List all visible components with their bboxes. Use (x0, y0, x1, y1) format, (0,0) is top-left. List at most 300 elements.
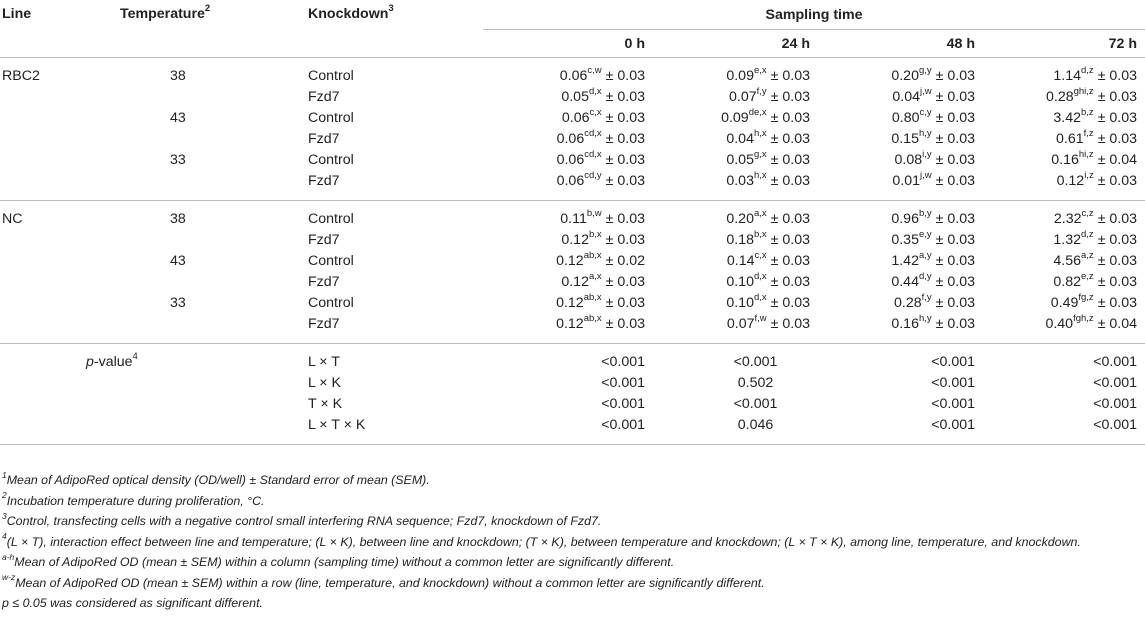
footnote-marker: 4 (2, 531, 7, 542)
significance-letters: b,x (753, 229, 767, 241)
footnote (2, 491, 1142, 512)
sem-value: ± 0.03 (770, 173, 810, 189)
significance-letters: d,z (1081, 65, 1094, 77)
temperature-cell: 38 (170, 68, 186, 84)
significance-letters: d,z (1081, 229, 1094, 241)
sem-value: ± 0.03 (935, 131, 975, 147)
value-cell (983, 58, 1145, 88)
sem-value: ± 0.03 (935, 152, 975, 168)
mean-value: 0.12 (556, 253, 584, 269)
value-cell (983, 87, 1145, 108)
temperature-cell (120, 230, 308, 251)
pvalue-label-cell (0, 415, 308, 445)
mean-value: 0.01 (892, 173, 921, 189)
value-cell (483, 293, 653, 314)
pvalue-cell: <0.001 (601, 417, 645, 433)
value-cell (983, 314, 1145, 344)
significance-letters: ab,x (583, 313, 602, 325)
header-time-48h: 48 h (946, 35, 975, 52)
table-row (0, 58, 1145, 88)
mean-value: 0.40 (1045, 316, 1074, 332)
table-row (0, 230, 1145, 251)
value-cell (483, 314, 653, 344)
significance-letters: a,x (588, 271, 602, 283)
significance-letters: c,x (754, 250, 767, 262)
mean-value: 0.35 (891, 232, 919, 248)
sem-value: ± 0.03 (605, 110, 645, 126)
mean-value: 0.96 (891, 211, 919, 227)
sem-value: ± 0.03 (605, 173, 645, 189)
sem-value: ± 0.03 (770, 295, 810, 311)
pvalue-cell: <0.001 (931, 396, 975, 412)
pvalue-section (0, 344, 1145, 445)
pvalue-cell: <0.001 (601, 375, 645, 391)
pvalue-cell: <0.001 (601, 396, 645, 412)
knockdown-cell: Fzd7 (308, 89, 340, 105)
table-row (0, 87, 1145, 108)
table-header (0, 0, 1145, 58)
header-temperature: Temperature$^2$ (120, 3, 211, 22)
value-cell (653, 314, 818, 344)
pvalue-label-text: -value (93, 354, 133, 370)
significance-letters: b,w (586, 208, 602, 220)
knockdown-cell: Fzd7 (308, 274, 340, 290)
value-cell (983, 230, 1145, 251)
interaction-term: L × T (308, 354, 340, 370)
mean-value: 0.04 (892, 89, 921, 105)
significance-letters: e,z (1081, 271, 1094, 283)
footnote (2, 511, 1142, 532)
value-cell (983, 251, 1145, 272)
mean-value: 0.04 (726, 131, 754, 147)
significance-letters: j,w (920, 86, 932, 98)
significance-letters: d,y (918, 271, 932, 283)
line-cell (0, 171, 120, 201)
knockdown-cell: Control (308, 295, 354, 311)
temperature-cell (120, 171, 308, 201)
value-cell (818, 251, 983, 272)
sem-value: ± 0.03 (605, 131, 645, 147)
line-cell (0, 314, 120, 344)
value-cell (818, 314, 983, 344)
header-line: Line (2, 6, 32, 22)
mean-value: 0.49 (1050, 295, 1079, 311)
sem-value: ± 0.03 (1097, 274, 1138, 290)
pvalue-cell: <0.001 (1093, 417, 1138, 433)
pvalue-row (0, 394, 1145, 415)
significance-letters: a,x (753, 208, 767, 220)
temperature-cell: 43 (170, 253, 186, 269)
mean-value: 0.10 (726, 295, 754, 311)
mean-value: 0.12 (561, 232, 589, 248)
sem-value: ± 0.02 (605, 253, 645, 269)
temperature-cell: 33 (170, 295, 186, 311)
significance-letters: f,z (1083, 128, 1094, 140)
knockdown-cell: Control (308, 152, 354, 168)
pvalue-label-cell (0, 394, 308, 415)
significance-letters: cd,y (584, 170, 602, 182)
sem-value: ± 0.03 (770, 152, 810, 168)
significance-letters: f,y (921, 292, 932, 304)
sem-value: ± 0.04 (1097, 316, 1138, 332)
mean-value: 2.32 (1053, 211, 1082, 227)
table-row (0, 201, 1145, 231)
header-knockdown: Knockdown$^3$ (308, 3, 394, 22)
sem-value: ± 0.03 (770, 274, 810, 290)
value-cell (653, 150, 818, 171)
significance-letters: c,y (919, 107, 932, 119)
sem-value: ± 0.03 (605, 68, 645, 84)
mean-value: 0.18 (726, 232, 754, 248)
significance-letters: f,w (754, 313, 767, 325)
significance-letters: h,y (918, 313, 932, 325)
mean-value: 0.20 (726, 211, 754, 227)
significance-letters: a,y (918, 250, 932, 262)
value-cell (483, 251, 653, 272)
mean-value: 0.05 (561, 89, 589, 105)
value-cell (483, 201, 653, 231)
sem-value: ± 0.03 (605, 295, 645, 311)
mean-value: 0.15 (891, 131, 919, 147)
value-cell (653, 293, 818, 314)
sem-value: ± 0.03 (935, 173, 975, 189)
footnote-marker: a-h (2, 551, 15, 562)
table-row (0, 272, 1145, 293)
mean-value: 1.14 (1053, 68, 1081, 84)
line-cell (0, 272, 120, 293)
value-cell (483, 87, 653, 108)
sem-value: ± 0.03 (1097, 89, 1138, 105)
significance-letters: i,y (922, 149, 932, 161)
mean-value: 0.11 (560, 211, 587, 227)
sem-value: ± 0.04 (1097, 152, 1138, 168)
line-cell (0, 230, 120, 251)
interaction-term: T × K (308, 396, 343, 412)
sem-value: ± 0.03 (605, 89, 645, 105)
value-cell (653, 171, 818, 201)
table-row (0, 108, 1145, 129)
mean-value: 4.56 (1053, 253, 1081, 269)
mean-value: 0.08 (894, 152, 923, 168)
table-row (0, 171, 1145, 201)
footnote-marker: 1 (2, 469, 7, 480)
mean-value: 0.09 (721, 110, 749, 126)
value-cell (653, 251, 818, 272)
header-time-0h: 0 h (624, 35, 645, 52)
interaction-term: L × T × K (308, 417, 366, 433)
sem-value: ± 0.03 (935, 89, 975, 105)
sem-value: ± 0.03 (770, 89, 810, 105)
pvalue-label-italic: p (86, 354, 94, 370)
sem-value: ± 0.03 (935, 211, 975, 227)
header-time-24h: 24 h (781, 35, 810, 52)
line-cell: NC (2, 211, 23, 227)
value-cell (483, 150, 653, 171)
footnotes (2, 470, 1142, 614)
line-cell (0, 87, 120, 108)
mean-value: 0.12 (561, 274, 589, 290)
value-cell (483, 171, 653, 201)
significance-letters: fgh,z (1073, 313, 1094, 325)
footnote (2, 532, 1142, 553)
significance-letters: g,y (918, 65, 932, 77)
knockdown-cell: Control (308, 211, 354, 227)
temperature-cell: 38 (170, 211, 186, 227)
footnote (2, 573, 1142, 594)
sem-value: ± 0.03 (770, 316, 810, 332)
pvalue-cell: <0.001 (931, 354, 975, 370)
footnote-marker: 3 (2, 510, 7, 521)
mean-value: 0.28 (894, 295, 922, 311)
sem-value: ± 0.03 (935, 274, 975, 290)
value-cell (818, 230, 983, 251)
significance-letters: hi,z (1078, 149, 1094, 161)
value-cell (818, 58, 983, 88)
value-cell (983, 129, 1145, 150)
mean-value: 0.05 (726, 152, 754, 168)
mean-value: 3.42 (1053, 110, 1081, 126)
footnote-marker: 2 (2, 490, 7, 501)
significance-letters: f,y (756, 86, 767, 98)
sem-value: ± 0.03 (605, 274, 645, 290)
pvalue-cell: <0.001 (1093, 375, 1138, 391)
mean-value: 0.12 (556, 316, 584, 332)
temperature-cell (120, 129, 308, 150)
value-cell (653, 272, 818, 293)
significance-letters: d,x (588, 86, 602, 98)
pvalue-row (0, 344, 1145, 374)
value-cell (483, 129, 653, 150)
significance-letters: ab,x (583, 250, 602, 262)
sem-value: ± 0.03 (935, 68, 975, 84)
value-cell (983, 293, 1145, 314)
value-cell (818, 201, 983, 231)
significance-letters: h,x (753, 128, 767, 140)
footnote (2, 470, 1142, 491)
sem-value: ± 0.03 (935, 110, 975, 126)
temperature-cell: 43 (170, 110, 186, 126)
significance-letters: de,x (748, 107, 767, 119)
significance-letters: g,x (753, 149, 767, 161)
temperature-cell (120, 272, 308, 293)
mean-value: 0.07 (726, 316, 755, 332)
sem-value: ± 0.03 (935, 253, 975, 269)
sem-value: ± 0.03 (935, 316, 975, 332)
temperature-cell (120, 314, 308, 344)
pvalue-label-cell (0, 344, 308, 374)
sem-value: ± 0.03 (935, 232, 975, 248)
significance-letters: cd,x (584, 149, 602, 161)
knockdown-cell: Fzd7 (308, 131, 340, 147)
footnote (2, 552, 1142, 573)
value-cell (818, 293, 983, 314)
sem-value: ± 0.03 (770, 253, 810, 269)
table-row (0, 129, 1145, 150)
footnote-text: Mean of AdipoRed OD (mean ± SEM) within a row (line, temperature, and knockdown) without a common letter are significantly different. (15, 575, 765, 590)
footnote-text: p ≤ 0.05 was considered as significant different. (2, 596, 263, 610)
sem-value: ± 0.03 (605, 152, 645, 168)
pvalue-cell: <0.001 (733, 354, 778, 370)
significance-letters: i,z (1084, 170, 1094, 182)
sem-value: ± 0.03 (770, 68, 810, 84)
sem-value: ± 0.03 (770, 131, 810, 147)
value-cell (818, 272, 983, 293)
value-cell (483, 108, 653, 129)
sem-value: ± 0.03 (605, 316, 645, 332)
significance-letters: b,y (918, 208, 932, 220)
pvalue-cell: <0.001 (1093, 396, 1138, 412)
line-cell: RBC2 (2, 68, 40, 84)
temperature-cell: 33 (170, 152, 186, 168)
value-cell (818, 171, 983, 201)
sem-value: ± 0.03 (1097, 68, 1138, 84)
line-cell (0, 129, 120, 150)
table-row (0, 293, 1145, 314)
mean-value: 0.06 (556, 131, 585, 147)
pvalue-cell: <0.001 (931, 375, 975, 391)
mean-value: 0.44 (891, 274, 919, 290)
sem-value: ± 0.03 (1097, 110, 1138, 126)
value-cell (983, 272, 1145, 293)
sem-value: ± 0.03 (605, 211, 645, 227)
knockdown-cell: Control (308, 110, 354, 126)
significance-letters: e,y (918, 229, 932, 241)
sem-value: ± 0.03 (1097, 211, 1138, 227)
footnote-text: Mean of AdipoRed optical density (OD/well) ± Standard error of mean (SEM). (6, 473, 430, 487)
value-cell (983, 171, 1145, 201)
mean-value: 0.06 (556, 152, 585, 168)
significance-letters: h,y (918, 128, 932, 140)
value-cell (818, 150, 983, 171)
header-time-72h: 72 h (1108, 35, 1138, 52)
pvalue-cell: 0.502 (737, 375, 774, 391)
significance-letters: a,z (1081, 250, 1094, 262)
sem-value: ± 0.03 (1097, 173, 1138, 189)
sem-value: ± 0.03 (770, 211, 810, 227)
pvalue-cell: <0.001 (1093, 354, 1138, 370)
value-cell (483, 58, 653, 88)
sem-value: ± 0.03 (770, 232, 810, 248)
value-cell (483, 272, 653, 293)
value-cell (983, 201, 1145, 231)
mean-value: 1.42 (891, 253, 919, 269)
line-cell (0, 150, 120, 171)
significance-letters: d,x (753, 292, 767, 304)
mean-value: 1.32 (1053, 232, 1081, 248)
table-body (0, 58, 1145, 344)
mean-value: 0.16 (1051, 152, 1079, 168)
mean-value: 0.10 (726, 274, 754, 290)
value-cell (653, 58, 818, 88)
interaction-term: L × K (308, 375, 341, 391)
significance-letters: b,z (1081, 107, 1094, 119)
knockdown-cell: Control (308, 253, 354, 269)
value-cell (818, 108, 983, 129)
line-cell (0, 251, 120, 272)
significance-letters: fg,z (1078, 292, 1094, 304)
table-row (0, 314, 1145, 344)
significance-letters: c,x (589, 107, 602, 119)
footnote-text: Control, transfecting cells with a negative control small interfering RNA sequence; Fzd7, knockdown of Fzd7. (6, 514, 602, 528)
value-cell (983, 150, 1145, 171)
mean-value: 0.06 (561, 110, 590, 126)
mean-value: 0.07 (729, 89, 757, 105)
significance-letters: d,x (753, 271, 767, 283)
sem-value: ± 0.03 (1097, 253, 1138, 269)
mean-value: 0.14 (726, 253, 755, 269)
value-cell (653, 201, 818, 231)
pvalue-row (0, 415, 1145, 445)
value-cell (653, 230, 818, 251)
sem-value: ± 0.03 (770, 110, 810, 126)
value-cell (818, 129, 983, 150)
pvalue-cell: 0.046 (737, 417, 774, 433)
sem-value: ± 0.03 (1097, 131, 1138, 147)
pvalue-label-sup: 4 (132, 351, 138, 363)
mean-value: 0.80 (891, 110, 920, 126)
footnote (2, 593, 1142, 614)
pvalue-cell: <0.001 (733, 396, 778, 412)
value-cell (483, 230, 653, 251)
significance-letters: b,x (588, 229, 602, 241)
value-cell (653, 87, 818, 108)
significance-letters: c,z (1081, 208, 1094, 220)
header-sampling-time: Sampling time (483, 0, 1145, 30)
value-cell (653, 129, 818, 150)
mean-value: 0.16 (891, 316, 919, 332)
knockdown-cell: Fzd7 (308, 316, 340, 332)
mean-value: 0.09 (726, 68, 754, 84)
table-row (0, 251, 1145, 272)
footnote-marker: w-z (2, 572, 16, 583)
sem-value: ± 0.03 (1097, 295, 1138, 311)
mean-value: 0.06 (556, 173, 585, 189)
line-cell (0, 293, 120, 314)
mean-value: 0.61 (1056, 131, 1084, 147)
mean-value: 0.12 (556, 295, 584, 311)
mean-value: 0.82 (1053, 274, 1081, 290)
pvalue-cell: <0.001 (601, 354, 645, 370)
sem-value: ± 0.03 (1097, 232, 1138, 248)
sem-value: ± 0.03 (935, 295, 975, 311)
mean-value: 0.12 (1056, 173, 1085, 189)
knockdown-cell: Fzd7 (308, 232, 340, 248)
footnote-text: Incubation temperature during proliferation, °C. (6, 493, 265, 508)
value-cell (983, 108, 1145, 129)
line-cell (0, 108, 120, 129)
sem-value: ± 0.03 (605, 232, 645, 248)
mean-value: 0.28 (1045, 89, 1074, 105)
significance-letters: e,x (753, 65, 767, 77)
mean-value: 0.20 (891, 68, 919, 84)
significance-letters: c,w (587, 65, 602, 77)
significance-letters: j,w (920, 170, 932, 182)
footnote-text: Mean of AdipoRed OD (mean ± SEM) within a column (sampling time) without a common letter are significantly different. (14, 555, 675, 569)
significance-letters: ghi,z (1073, 86, 1094, 98)
pvalue-cell: <0.001 (931, 417, 975, 433)
footnote-text: (L × T), interaction effect between line and temperature; (L × K), between line and knockdown; (T × K), between temperature and knockdown; (L × T × K), among line, temperature, and knockdown. (6, 534, 1081, 549)
significance-letters: ab,x (583, 292, 602, 304)
pvalue-label-cell (0, 373, 308, 394)
table-row (0, 150, 1145, 171)
value-cell (653, 108, 818, 129)
mean-value: 0.06 (559, 68, 588, 84)
value-cell (818, 87, 983, 108)
significance-letters: cd,x (584, 128, 602, 140)
mean-value: 0.03 (726, 173, 754, 189)
knockdown-cell: Fzd7 (308, 173, 340, 189)
significance-letters: h,x (753, 170, 767, 182)
